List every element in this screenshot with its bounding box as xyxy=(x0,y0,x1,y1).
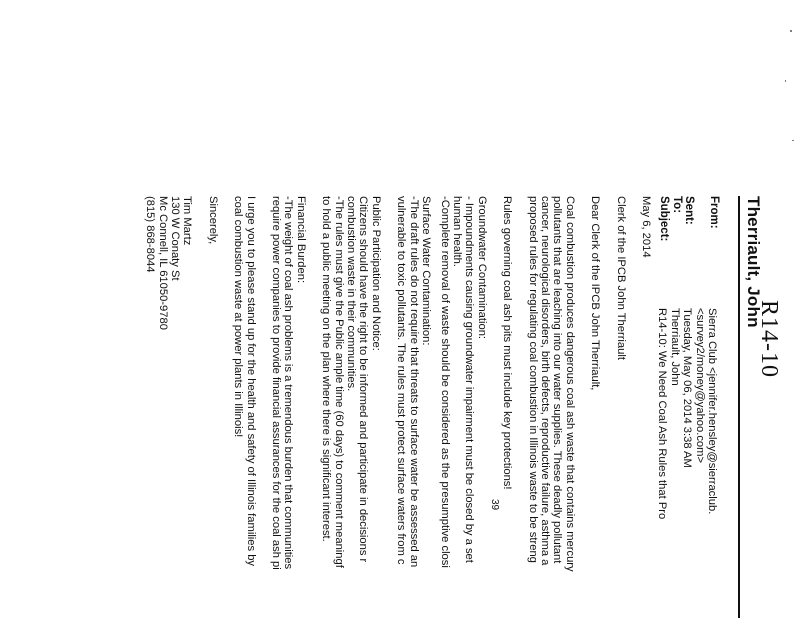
financial-line: require power companies to provide financial assurances for the coal ash pi xyxy=(270,196,283,570)
subject-label: Subject: xyxy=(658,196,671,242)
sent-label: Sent: xyxy=(683,196,696,225)
groundwater-heading: Groundwater Contamination: xyxy=(475,196,488,340)
groundwater-line: -Complete removal of waste should be considered as the presumptive closi xyxy=(438,196,451,568)
letter-salutation: Dear Clerk of the IPCB John Therriault, xyxy=(589,196,602,391)
to-label: To: xyxy=(670,196,683,214)
title-underline xyxy=(738,196,740,618)
email-header-labels xyxy=(658,196,720,241)
signature-phone: (815) 868-8044 xyxy=(144,196,157,273)
scan-speck xyxy=(785,80,786,82)
intro-line: cancer, neurological disorders, birth defects, reproductive failure, asthma a xyxy=(538,196,551,566)
from-value-line1: Sierra Club <jennifer.hensley@sierraclub. xyxy=(706,308,718,515)
to-value: Therriault, John xyxy=(668,308,681,386)
email-title: Therriault, John xyxy=(744,196,763,328)
surface-line: vulnerable to toxic pollutants. The rules must protect surface waters from c xyxy=(395,196,408,565)
financial-line: -The weight of coal ash problems is a tremendous burden that communities xyxy=(282,196,295,570)
letter-date: May 6, 2014 xyxy=(640,196,652,258)
from-value-line2: <survey2/money@yahoo.com> xyxy=(693,308,706,464)
letter-body xyxy=(144,196,652,636)
docket-number: R14-10 xyxy=(756,300,782,378)
participation-line: -The rules must give the Public ample time (60 days) to comment meaningf xyxy=(332,196,345,568)
surface-line: -The draft rules do not require that threats to surface water be assessed an xyxy=(407,196,420,568)
subject-value: R14-10: We Need Coal Ash Rules that Pro xyxy=(656,308,669,520)
groundwater-line: - Impoundments causing groundwater impairment must be closed by a set xyxy=(463,196,476,563)
signoff: Sincerely, xyxy=(206,196,219,245)
scan-speck xyxy=(792,140,794,141)
participation-line: to hold a public meeting on the plan where there is significant interest. xyxy=(320,196,333,542)
signature-city: Mc Connell, IL 61050-9780 xyxy=(156,196,169,330)
letter-recipient: Clerk of the IPCB John Therriault xyxy=(614,196,627,360)
from-label: From: xyxy=(708,196,720,229)
groundwater-line: human health. xyxy=(450,196,463,267)
intro-line: pollutants that are leaching into our water supplies. These deadly pollutant xyxy=(551,196,564,564)
participation-line: combustion waste in their communities. xyxy=(345,196,358,392)
financial-heading: Financial Burden: xyxy=(294,196,307,284)
page-number: 39 xyxy=(489,499,500,511)
participation-heading: Public Participation and Notice: xyxy=(369,196,382,351)
sent-value: Tuesday, May 06, 2014 3:38 AM xyxy=(681,308,694,468)
intro-line: proposed rules for regulating coal combustion in Illinois waste to be streng xyxy=(526,196,539,563)
email-header-values xyxy=(656,308,718,519)
closing-line: coal combustion waste at power plants in Illinois! xyxy=(232,196,245,438)
key-protections-line: Rules governing coal ash pits must include key protections! xyxy=(501,196,514,490)
header-spacer xyxy=(695,196,707,241)
signature-street: 130 W Conaty St xyxy=(169,196,182,281)
participation-line: Citizens should have the right to be informed and participate in decisions r xyxy=(357,196,370,563)
signature-name: Tim Martz xyxy=(181,196,194,246)
surface-heading: Surface Water Contamination: xyxy=(420,196,433,346)
closing-line: I urge you to please stand up for the health and safety of Illinois families by xyxy=(244,196,257,567)
scan-speck xyxy=(790,30,792,32)
intro-line: Coal combustion produces dangerous coal ash waste that contains mercury xyxy=(563,196,576,572)
